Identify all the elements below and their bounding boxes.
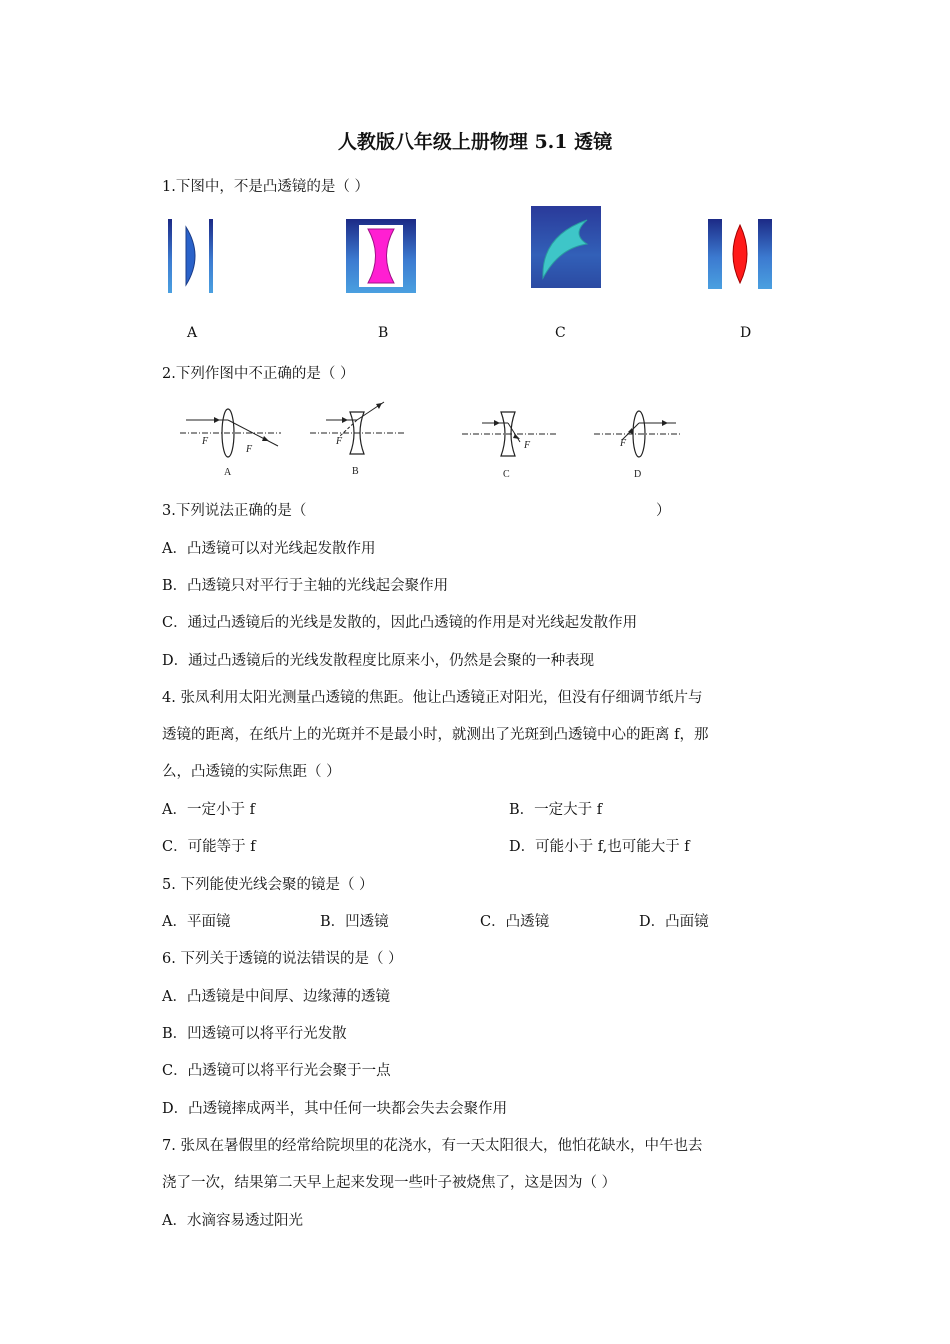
page-title: 人教版八年级上册物理 5.1 透镜	[337, 131, 613, 153]
q5-option-b: B．凹透镜	[320, 914, 389, 930]
q2-option-a: A	[224, 467, 232, 478]
q4-option-d: D．可能小于 f,也可能大于 f	[509, 839, 690, 855]
q1-lens-b-image	[346, 219, 416, 293]
focus-label: F	[620, 438, 627, 449]
q5-option-d: D．凸面镜	[639, 914, 709, 930]
focus-label: F	[202, 436, 209, 447]
q6-option-a: A．凸透镜是中间厚、边缘薄的透镜	[162, 989, 390, 1005]
q3-option-b: B．凸透镜只对平行于主轴的光线起会聚作用	[162, 578, 449, 594]
q6-option-d: D．凸透镜摔成两半，其中任何一块都会失去会聚作用	[162, 1101, 508, 1117]
q1-lens-a-image	[168, 219, 213, 293]
q4-stem-line-3: 么，凸透镜的实际焦距（ ）	[162, 764, 341, 780]
q6-option-b: B．凹透镜可以将平行光发散	[162, 1026, 347, 1042]
q2-diagram-b	[308, 398, 408, 478]
q1-lens-c-image	[531, 206, 601, 288]
focus-label: F	[336, 436, 343, 447]
q7-stem-line-2: 浇了一次，结果第二天早上起来发现一些叶子被烧焦了，这是因为（ ）	[162, 1175, 617, 1191]
focus-label: F	[246, 444, 253, 455]
q5-option-a: A．平面镜	[162, 914, 231, 930]
q5-stem: 5. 下列能使光线会聚的镜是（ ）	[162, 877, 374, 893]
q1-option-d: D	[740, 325, 752, 341]
q4-stem-line-2: 透镜的距离，在纸片上的光斑并不是最小时，就测出了光斑到凸透镜中心的距离 f，那	[162, 727, 709, 743]
q1-option-b: B	[378, 325, 389, 341]
q2-diagram-a	[178, 402, 283, 480]
q4-option-b: B．一定大于 f	[509, 802, 603, 818]
q1-lens-d-image	[708, 219, 772, 289]
q4-option-a: A．一定小于 f	[162, 802, 255, 818]
q2-diagram-c	[460, 404, 560, 482]
q6-stem: 6. 下列关于透镜的说法错误的是（ ）	[162, 951, 403, 967]
q2-stem: 2.下列作图中不正确的是（ ）	[162, 366, 355, 382]
q1-option-c: C	[555, 325, 566, 341]
q2-option-c: C	[503, 469, 510, 480]
q6-option-c: C．凸透镜可以将平行光会聚于一点	[162, 1063, 391, 1079]
q4-stem-line-1: 4. 张凤利用太阳光测量凸透镜的焦距。他让凸透镜正对阳光，但没有仔细调节纸片与	[162, 690, 703, 706]
q5-option-c: C．凸透镜	[480, 914, 550, 930]
q3-option-a: A．凸透镜可以对光线起发散作用	[162, 541, 376, 557]
q4-option-c: C．可能等于 f	[162, 839, 256, 855]
q7-option-a: A．水滴容易透过阳光	[162, 1213, 303, 1229]
q2-diagram-d	[592, 404, 682, 482]
q1-option-a: A	[187, 325, 198, 341]
focus-label: F	[524, 440, 531, 451]
q3-close-paren: ）	[656, 503, 671, 519]
q1-stem: 1.下图中，不是凸透镜的是（ ）	[162, 179, 369, 195]
q3-stem: 3.下列说法正确的是（	[162, 503, 307, 519]
q2-option-b: B	[352, 466, 359, 477]
q3-option-c: C．通过凸透镜后的光线是发散的，因此凸透镜的作用是对光线起发散作用	[162, 615, 638, 631]
q2-option-d: D	[634, 469, 642, 480]
q3-option-d: D．通过凸透镜后的光线发散程度比原来小，仍然是会聚的一种表现	[162, 653, 595, 669]
q7-stem-line-1: 7. 张凤在暑假里的经常给院坝里的花浇水，有一天太阳很大，他怕花缺水，中午也去	[162, 1138, 703, 1154]
